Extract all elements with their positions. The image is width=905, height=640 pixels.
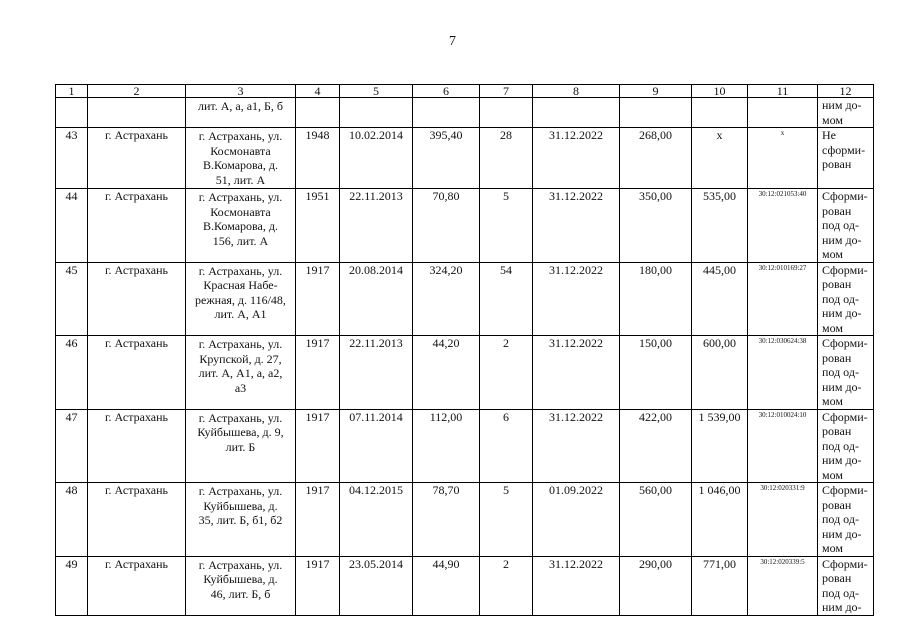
date-cell: 04.12.2015 [340,483,413,557]
year-cell: 1917 [296,336,340,410]
area-cell: 44,20 [413,336,480,410]
date-cell: 10.02.2014 [340,128,413,189]
header-cell: 4 [296,85,340,98]
cadastre-cell: x [748,128,818,189]
row-number-cell: 47 [56,409,88,483]
area-cell: 112,00 [413,409,480,483]
header-cell: 6 [413,85,480,98]
table-row [56,483,874,557]
row-number-cell: 48 [56,483,88,557]
table-cell [748,98,818,128]
row-number-cell: 49 [56,556,88,615]
deadline-cell: 01.09.2022 [533,483,620,557]
year-cell: 1917 [296,556,340,615]
status-cell: Сформи- рован под од- ним до- мом [818,262,874,336]
address-cell: г. Астрахань, ул. Куйбышева, д. 46, лит. Б, б [186,556,296,615]
page-number: 7 [449,34,456,49]
value-cell: 180,00 [620,262,692,336]
status-cell: Сформи- рован под од- ним до- мом [818,409,874,483]
address-cell: г. Астрахань, ул. Космонавта В.Комарова, д. 51, лит. А [186,128,296,189]
city-cell: г. Астрахань [88,556,186,615]
table-cell [296,98,340,128]
deadline-cell: 31.12.2022 [533,336,620,410]
value-cell: 1 539,00 [692,409,748,483]
deadline-cell: 31.12.2022 [533,409,620,483]
cadastre-cell: 30:12:020331:9 [748,483,818,557]
deadline-cell: 31.12.2022 [533,556,620,615]
value-cell: 422,00 [620,409,692,483]
status-cell: Сформи- рован под од- ним до- мом [818,189,874,263]
table-cell [480,98,533,128]
header-cell: 5 [340,85,413,98]
housing-table [55,84,874,616]
header-cell: 2 [88,85,186,98]
table-row [56,262,874,336]
status-cell: ним до- мом [818,98,874,128]
value-cell: 600,00 [692,336,748,410]
header-cell: 12 [818,85,874,98]
table-cell [340,98,413,128]
header-cell: 9 [620,85,692,98]
table-cell [692,98,748,128]
address-cell: лит. А, а, а1, Б, б [186,98,296,128]
year-cell: 1917 [296,409,340,483]
area-cell: 78,70 [413,483,480,557]
row-number-cell: 44 [56,189,88,263]
address-cell: г. Астрахань, ул. Крупской, д. 27, лит. А, А1, а, а2, а3 [186,336,296,410]
cadastre-cell: 30:12:030624:38 [748,336,818,410]
status-cell: Не сформи- рован [818,128,874,189]
table-row [56,409,874,483]
table-cell [533,98,620,128]
city-cell: г. Астрахань [88,409,186,483]
residents-cell: 5 [480,189,533,263]
value-cell: 1 046,00 [692,483,748,557]
year-cell: 1917 [296,483,340,557]
table-cell [56,98,88,128]
residents-cell: 6 [480,409,533,483]
date-cell: 22.11.2013 [340,189,413,263]
header-cell: 11 [748,85,818,98]
header-row [56,85,874,98]
header-cell: 3 [186,85,296,98]
table-row [56,336,874,410]
area-cell: 324,20 [413,262,480,336]
header-cell: 10 [692,85,748,98]
continuation-row [56,98,874,128]
residents-cell: 28 [480,128,533,189]
value-cell: x [692,128,748,189]
header-cell: 1 [56,85,88,98]
address-cell: г. Астрахань, ул. Красная Набе- режная, д. 116/48, лит. А, А1 [186,262,296,336]
table-cell [88,98,186,128]
value-cell: 268,00 [620,128,692,189]
area-cell: 70,80 [413,189,480,263]
status-cell: Сформи- рован под од- ним до- мом [818,483,874,557]
cadastre-cell: 30:12:020339:5 [748,556,818,615]
city-cell: г. Астрахань [88,189,186,263]
value-cell: 350,00 [620,189,692,263]
date-cell: 23.05.2014 [340,556,413,615]
deadline-cell: 31.12.2022 [533,262,620,336]
value-cell: 445,00 [692,262,748,336]
cadastre-cell: 30:12:010169:27 [748,262,818,336]
city-cell: г. Астрахань [88,262,186,336]
address-cell: г. Астрахань, ул. Куйбышева, д. 9, лит. Б [186,409,296,483]
value-cell: 535,00 [692,189,748,263]
header-cell: 7 [480,85,533,98]
year-cell: 1948 [296,128,340,189]
date-cell: 22.11.2013 [340,336,413,410]
table-row [56,556,874,615]
deadline-cell: 31.12.2022 [533,128,620,189]
value-cell: 150,00 [620,336,692,410]
city-cell: г. Астрахань [88,483,186,557]
date-cell: 07.11.2014 [340,409,413,483]
value-cell: 560,00 [620,483,692,557]
area-cell: 395,40 [413,128,480,189]
residents-cell: 2 [480,556,533,615]
residents-cell: 5 [480,483,533,557]
year-cell: 1951 [296,189,340,263]
residents-cell: 2 [480,336,533,410]
header-cell: 8 [533,85,620,98]
date-cell: 20.08.2014 [340,262,413,336]
row-number-cell: 43 [56,128,88,189]
value-cell: 290,00 [620,556,692,615]
table-cell [620,98,692,128]
area-cell: 44,90 [413,556,480,615]
year-cell: 1917 [296,262,340,336]
deadline-cell: 31.12.2022 [533,189,620,263]
status-cell: Сформи- рован под од- ним до- мом [818,336,874,410]
status-cell: Сформи- рован под од- ним до- [818,556,874,615]
table-cell [413,98,480,128]
row-number-cell: 46 [56,336,88,410]
address-cell: г. Астрахань, ул. Куйбышева, д. 35, лит. Б, б1, б2 [186,483,296,557]
table-row [56,128,874,189]
residents-cell: 54 [480,262,533,336]
value-cell: 771,00 [692,556,748,615]
address-cell: г. Астрахань, ул. Космонавта В.Комарова, д. 156, лит. А [186,189,296,263]
cadastre-cell: 30:12:010024:10 [748,409,818,483]
city-cell: г. Астрахань [88,128,186,189]
cadastre-cell: 30:12:021053:40 [748,189,818,263]
table-row [56,189,874,263]
city-cell: г. Астрахань [88,336,186,410]
row-number-cell: 45 [56,262,88,336]
